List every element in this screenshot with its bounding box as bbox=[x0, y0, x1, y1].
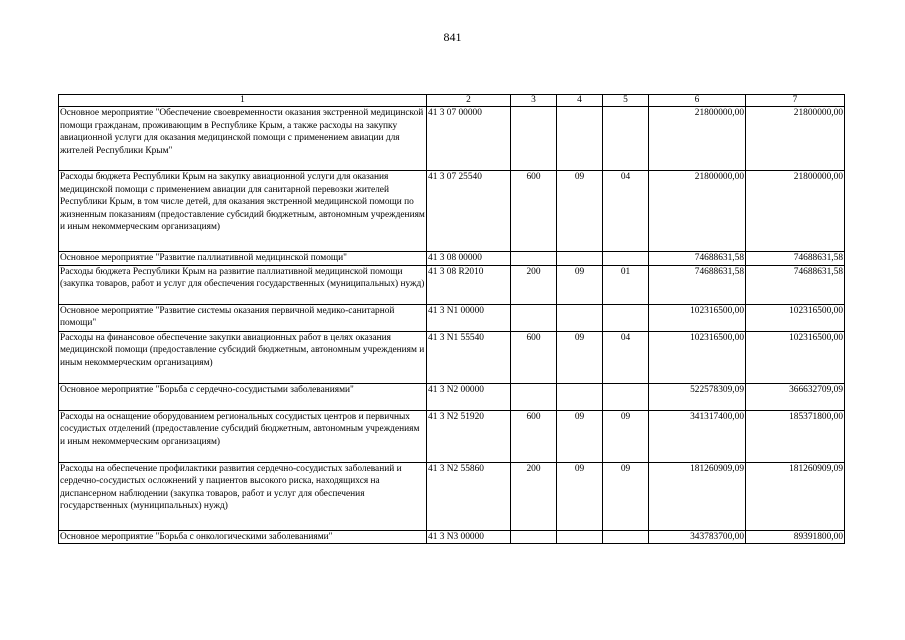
table-row bbox=[59, 410, 845, 462]
code-cell: 41 3 07 25540 bbox=[427, 171, 511, 252]
col-header-5: 5 bbox=[603, 95, 649, 107]
section-cell bbox=[557, 383, 603, 410]
section-cell bbox=[557, 252, 603, 266]
code-cell: 41 3 N2 00000 bbox=[427, 383, 511, 410]
table-row bbox=[59, 383, 845, 410]
subsection-cell: 04 bbox=[603, 331, 649, 383]
description-cell: Расходы бюджета Республики Крым на развитие паллиативной медицинской помощи (закупка товаров, работ и услуг для обеспечения государственных (муниципальных) нужд) bbox=[59, 265, 427, 304]
section-cell bbox=[557, 530, 603, 544]
group-cell bbox=[511, 107, 557, 171]
subsection-cell: 09 bbox=[603, 462, 649, 530]
table-row bbox=[59, 252, 845, 266]
code-cell: 41 3 N2 55860 bbox=[427, 462, 511, 530]
description-cell: Основное мероприятие "Развитие паллиативной медицинской помощи" bbox=[59, 252, 427, 266]
group-cell: 600 bbox=[511, 331, 557, 383]
section-cell: 09 bbox=[557, 171, 603, 252]
description-cell: Основное мероприятие "Борьба с онкологическими заболеваниями" bbox=[59, 530, 427, 544]
table-row bbox=[59, 171, 845, 252]
amount-cell-7: 102316500,00 bbox=[746, 304, 845, 331]
table-row bbox=[59, 304, 845, 331]
description-cell: Расходы бюджета Республики Крым на закупку авиационной услуги для оказания медицинской помощи с применением авиации для санитарной перевозки жителей Республики Крым, в том числе детей, для оказания экстренной медицинской помощи по жизненным показаниям (предоставление субсидий бюджетным, автономным учреждениям и иным некоммерческим организациям) bbox=[59, 171, 427, 252]
col-header-7: 7 bbox=[746, 95, 845, 107]
subsection-cell: 01 bbox=[603, 265, 649, 304]
amount-cell-6: 21800000,00 bbox=[649, 171, 746, 252]
description-cell: Основное мероприятие "Обеспечение своевременности оказания экстренной медицинской помощи гражданам, проживающим в Республике Крым, а также расходы на закупку авиационной услуги для оказания медицинской помощи с применением авиации для жителей Республики Крым" bbox=[59, 107, 427, 171]
group-cell: 600 bbox=[511, 410, 557, 462]
amount-cell-7: 181260909,09 bbox=[746, 462, 845, 530]
section-cell: 09 bbox=[557, 331, 603, 383]
amount-cell-6: 21800000,00 bbox=[649, 107, 746, 171]
header-row bbox=[59, 95, 845, 107]
amount-cell-7: 102316500,00 bbox=[746, 331, 845, 383]
amount-cell-6: 343783700,00 bbox=[649, 530, 746, 544]
subsection-cell bbox=[603, 304, 649, 331]
group-cell: 600 bbox=[511, 171, 557, 252]
subsection-cell bbox=[603, 252, 649, 266]
amount-cell-7: 21800000,00 bbox=[746, 171, 845, 252]
amount-cell-7: 21800000,00 bbox=[746, 107, 845, 171]
amount-cell-6: 341317400,00 bbox=[649, 410, 746, 462]
table-row bbox=[59, 107, 845, 171]
group-cell bbox=[511, 252, 557, 266]
page-number: 841 bbox=[443, 30, 462, 44]
group-cell: 200 bbox=[511, 265, 557, 304]
col-header-1: 1 bbox=[59, 95, 427, 107]
subsection-cell: 09 bbox=[603, 410, 649, 462]
group-cell bbox=[511, 304, 557, 331]
code-cell: 41 3 07 00000 bbox=[427, 107, 511, 171]
description-cell: Основное мероприятие "Развитие системы оказания первичной медико-санитарной помощи" bbox=[59, 304, 427, 331]
code-cell: 41 3 08 00000 bbox=[427, 252, 511, 266]
code-cell: 41 3 08 R2010 bbox=[427, 265, 511, 304]
amount-cell-7: 185371800,00 bbox=[746, 410, 845, 462]
amount-cell-6: 102316500,00 bbox=[649, 304, 746, 331]
code-cell: 41 3 N3 00000 bbox=[427, 530, 511, 544]
subsection-cell bbox=[603, 383, 649, 410]
description-cell: Основное мероприятие "Борьба с сердечно-сосудистыми заболеваниями" bbox=[59, 383, 427, 410]
code-cell: 41 3 N1 00000 bbox=[427, 304, 511, 331]
col-header-4: 4 bbox=[557, 95, 603, 107]
section-cell: 09 bbox=[557, 462, 603, 530]
subsection-cell: 04 bbox=[603, 171, 649, 252]
amount-cell-7: 74688631,58 bbox=[746, 265, 845, 304]
col-header-6: 6 bbox=[649, 95, 746, 107]
amount-cell-7: 366632709,09 bbox=[746, 383, 845, 410]
description-cell: Расходы на оснащение оборудованием региональных сосудистых центров и первичных сосудистых отделений (предоставление субсидий бюджетным, автономным учреждениям и иным некоммерческим организациям) bbox=[59, 410, 427, 462]
section-cell bbox=[557, 304, 603, 331]
group-cell bbox=[511, 530, 557, 544]
section-cell bbox=[557, 107, 603, 171]
table-row bbox=[59, 530, 845, 544]
code-cell: 41 3 N2 51920 bbox=[427, 410, 511, 462]
group-cell: 200 bbox=[511, 462, 557, 530]
description-cell: Расходы на финансовое обеспечение закупки авиационных работ в целях оказания медицинской помощи (предоставление субсидий бюджетным, автономным учреждениям и иным некоммерческим организациям) bbox=[59, 331, 427, 383]
amount-cell-6: 74688631,58 bbox=[649, 252, 746, 266]
col-header-2: 2 bbox=[427, 95, 511, 107]
code-cell: 41 3 N1 55540 bbox=[427, 331, 511, 383]
col-header-3: 3 bbox=[511, 95, 557, 107]
budget-table bbox=[58, 94, 845, 544]
amount-cell-6: 522578309,09 bbox=[649, 383, 746, 410]
subsection-cell bbox=[603, 107, 649, 171]
amount-cell-6: 74688631,58 bbox=[649, 265, 746, 304]
section-cell: 09 bbox=[557, 265, 603, 304]
table-row bbox=[59, 462, 845, 530]
group-cell bbox=[511, 383, 557, 410]
amount-cell-7: 74688631,58 bbox=[746, 252, 845, 266]
table-row bbox=[59, 265, 845, 304]
amount-cell-6: 102316500,00 bbox=[649, 331, 746, 383]
amount-cell-7: 89391800,00 bbox=[746, 530, 845, 544]
section-cell: 09 bbox=[557, 410, 603, 462]
table-row bbox=[59, 331, 845, 383]
subsection-cell bbox=[603, 530, 649, 544]
amount-cell-6: 181260909,09 bbox=[649, 462, 746, 530]
description-cell: Расходы на обеспечение профилактики развития сердечно-сосудистых заболеваний и сердечно-сосудистых осложнений у пациентов высокого риска, находящихся на диспансерном наблюдении (закупка товаров, работ и услуг для обеспечения государственных (муниципальных) нужд) bbox=[59, 462, 427, 530]
